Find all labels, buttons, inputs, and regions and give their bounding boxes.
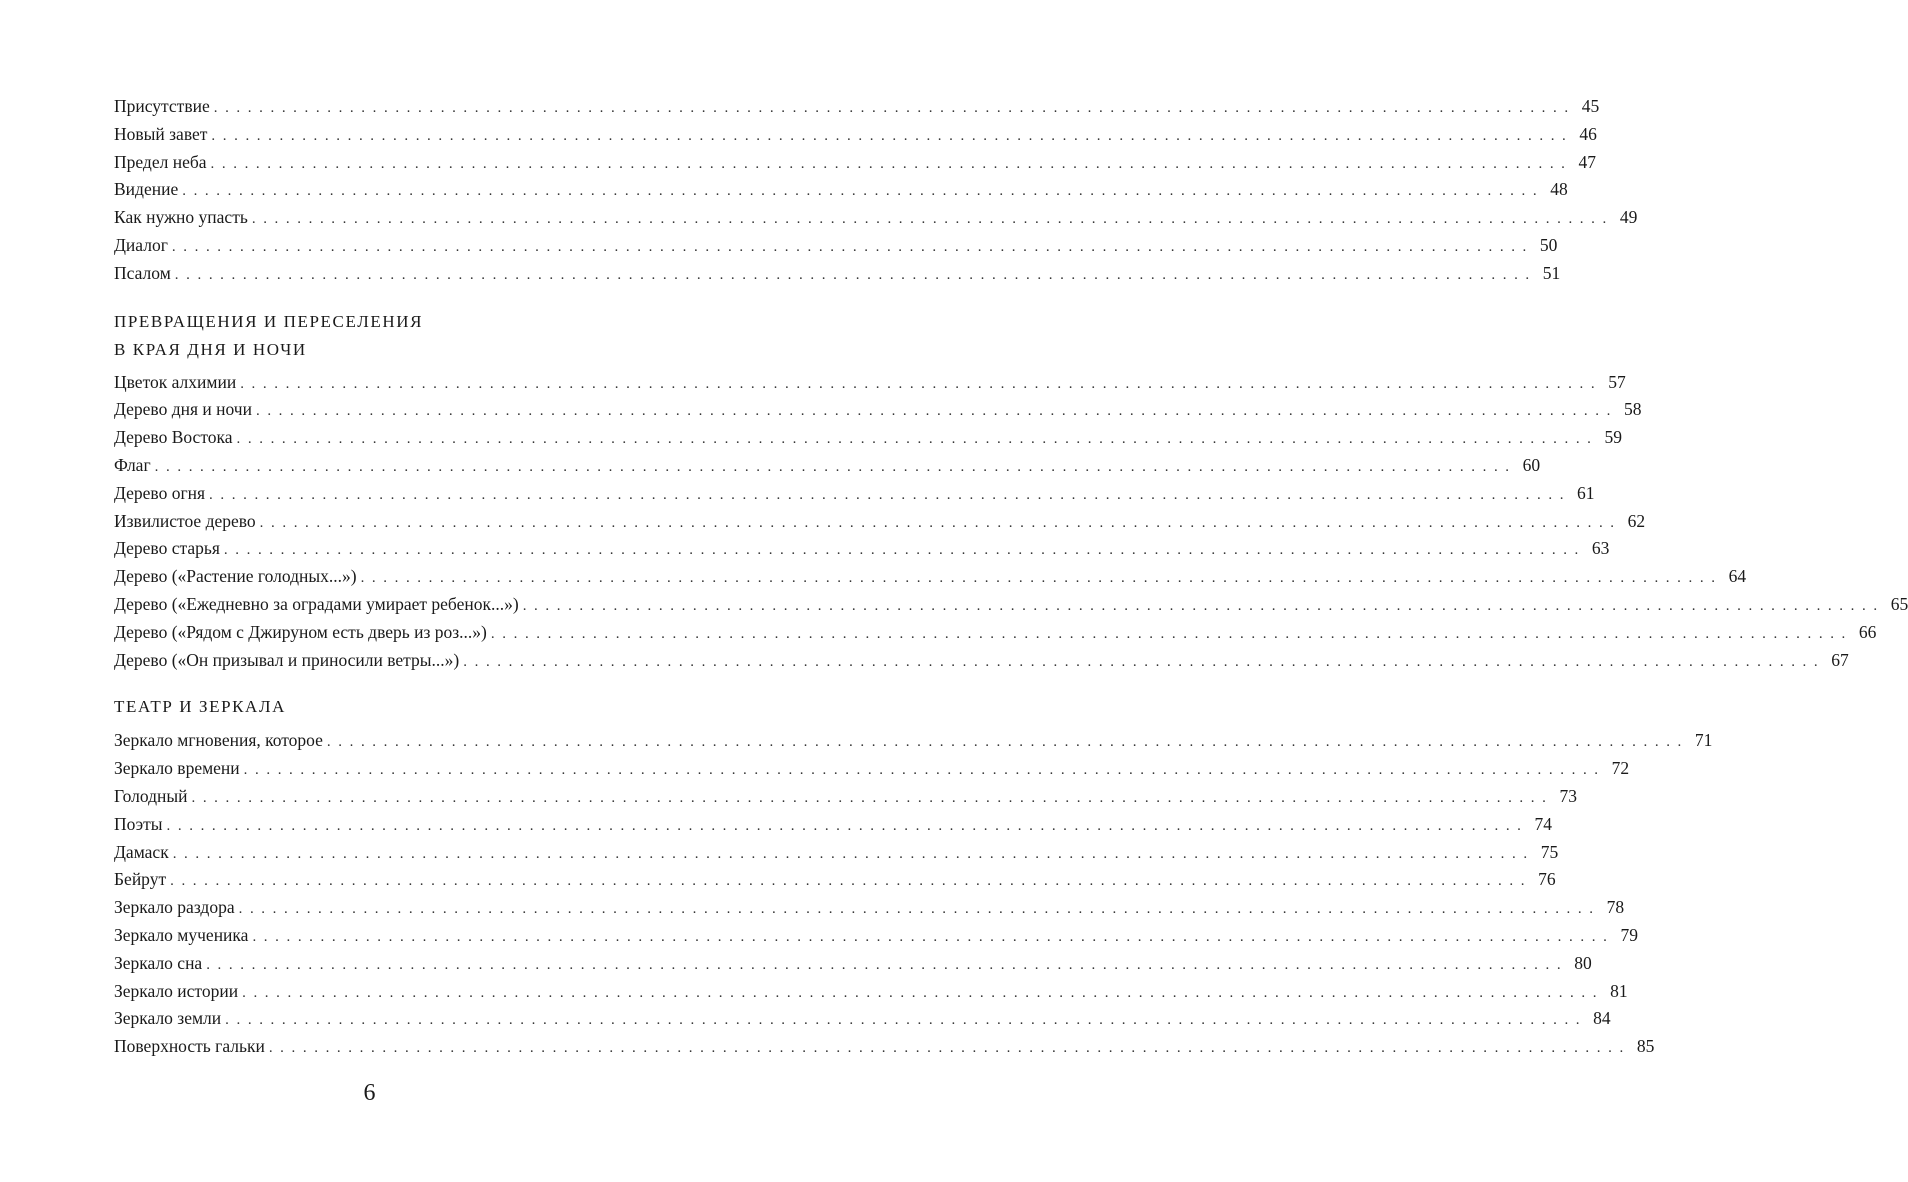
toc-leader-dots: ........................................................................................................................ [206,956,1569,973]
toc-entry-title: Зеркало мгновения, которое [114,730,323,751]
toc-entry-title: Псалом [114,262,171,283]
toc-entry [114,93,1600,121]
section-heading-line: ТЕАТР И ЗЕРКАЛА [114,697,286,717]
toc-entry [114,811,1553,839]
toc-entry [114,369,1626,397]
toc-entry-page: 48 [1550,179,1568,200]
toc-entry-title: Присутствие [114,96,210,116]
toc-entry [114,978,1628,1006]
toc-entry-title: Поэты [114,813,163,834]
toc-leader-dots: ........................................................................................................................ [225,1012,1588,1029]
toc-entry [114,866,1556,894]
toc-entry-title: Диалог [114,234,168,255]
toc-entry-page: 81 [1610,980,1628,1001]
toc-leader-dots: ........................................................................................................................ [174,266,1537,283]
toc-entry-title: Цветок алхимии [114,371,237,392]
page-number: 6 [363,1080,376,1106]
toc-entry-page: 85 [1636,1036,1655,1057]
toc-entry [114,149,1597,177]
toc-entry [114,783,1577,811]
toc-entry [114,232,1558,260]
toc-entry-page: 74 [1534,813,1553,834]
toc-entry-page: 65 [1890,593,1908,614]
toc-entry [114,508,1646,536]
toc-entry [114,591,1908,619]
toc-leader-dots: ........................................................................................................................ [360,570,1723,587]
toc-entry-page: 46 [1579,123,1597,144]
toc-entry-page: 58 [1623,399,1642,420]
toc-entry [114,1033,1655,1061]
toc-entry-title: Предел неба [114,151,207,172]
toc-entry-page: 76 [1538,869,1556,890]
toc-leader-dots: ........................................................................................................................ [251,211,1614,228]
toc-entry-title: Новый завет [114,123,208,144]
toc-entry [114,176,1568,204]
toc-entry-page: 75 [1540,841,1559,862]
toc-leader-dots: ........................................................................................................................ [522,597,1885,614]
toc-entry-title: Дамаск [114,841,169,862]
toc-entry-title: Зеркало сна [114,952,203,973]
toc-entry [114,894,1625,922]
toc-entry-page: 61 [1577,482,1595,503]
toc-entry-page: 84 [1593,1008,1611,1029]
toc-leader-dots: ........................................................................................................................ [191,789,1554,806]
toc-entry-title: Зеркало раздора [114,897,235,918]
toc-entry-title: Дерево Востока [114,427,233,448]
toc-entry-page: 71 [1694,730,1713,751]
toc-entry-title: Зеркало земли [114,1008,222,1029]
toc-entry [114,396,1642,424]
toc-leader-dots: ........................................................................................................................ [490,625,1853,642]
toc-leader-dots: ........................................................................................................................ [211,127,1574,144]
toc-leader-dots: ........................................................................................................................ [172,845,1535,862]
toc-entry-page: 79 [1620,924,1638,945]
toc-leader-dots: ........................................................................................................................ [463,653,1826,670]
toc-entry-title: Поверхность гальки [114,1036,265,1057]
toc-entry-page: 59 [1604,427,1623,448]
toc-entry-page: 57 [1608,371,1626,392]
toc-entry-page: 63 [1591,538,1610,559]
toc-entry [114,260,1561,288]
toc-leader-dots: ........................................................................................................................ [209,486,1572,503]
toc-entry-title: Дерево («Рядом с Джируном есть дверь из роз...») [114,621,487,642]
toc-leader-dots: ........................................................................................................................ [154,458,1517,475]
toc-entry-title: Дерево дня и ночи [114,399,252,420]
toc-entry-title: Дерево старья [114,538,220,559]
toc-leader-dots: ........................................................................................................................ [238,901,1601,918]
toc-entry [114,727,1713,755]
toc-entry [114,1005,1611,1033]
toc-entry-title: Извилистое дерево [114,510,256,531]
toc-entry-title: Зеркало времени [114,758,240,779]
toc-entry-page: 72 [1611,758,1630,779]
section-heading-line: ПРЕВРАЩЕНИЯ И ПЕРЕСЕЛЕНИЯ [114,311,424,331]
toc-entry [114,839,1559,867]
toc-entry-page: 62 [1627,510,1646,531]
toc-leader-dots: ........................................................................................................................ [223,542,1586,559]
toc-entry-page: 45 [1581,96,1600,116]
toc-leader-dots: ........................................................................................................................ [326,734,1689,751]
toc-leader-dots: ........................................................................................................................ [242,984,1605,1001]
toc-entry-page: 73 [1559,785,1577,806]
toc-leader-dots: ........................................................................................................................ [252,928,1615,945]
toc-entry [114,922,1638,950]
toc-entry-page: 80 [1574,952,1592,973]
toc-entry [114,424,1623,452]
toc-entry [114,480,1595,508]
toc-entry-title: Голодный [114,785,188,806]
toc-entry [114,950,1592,978]
toc-leader-dots: ........................................................................................................................ [255,403,1618,420]
toc-entry-page: 60 [1522,454,1541,475]
toc-list-theatre-mirrors [114,727,1713,1061]
toc-entry-title: Зеркало истории [114,980,239,1001]
toc-leader-dots: ........................................................................................................................ [240,375,1603,392]
toc-entry-page: 66 [1858,621,1877,642]
toc-list-intro [114,93,1638,288]
toc-entry-page: 49 [1619,207,1638,228]
toc-entry-title: Зеркало мученика [114,924,249,945]
toc-entry-title: Дерево («Он призывал и приносили ветры...») [114,649,460,670]
toc-leader-dots: ........................................................................................................................ [243,762,1606,779]
section-heading-line: В КРАЯ ДНЯ И НОЧИ [114,339,307,359]
toc-leader-dots: ........................................................................................................................ [166,817,1529,834]
toc-entry [114,755,1630,783]
table-of-contents [114,93,1908,1061]
toc-entry-page: 50 [1539,234,1558,255]
toc-entry [114,121,1597,149]
toc-entry-title: Видение [114,179,179,200]
toc-entry [114,452,1541,480]
toc-entry-title: Дерево огня [114,482,206,503]
section-heading-transformations [114,308,651,364]
toc-entry-page: 51 [1542,262,1561,283]
toc-entry-page: 78 [1606,897,1625,918]
toc-entry-title: Дерево («Ежедневно за оградами умирает ребенок...») [114,593,519,614]
toc-entry-page: 64 [1728,566,1747,587]
toc-leader-dots: ........................................................................................................................ [213,100,1576,116]
toc-entry-title: Как нужно упасть [114,207,248,228]
toc-entry [114,563,1747,591]
toc-leader-dots: ........................................................................................................................ [170,873,1533,890]
toc-entry-page: 47 [1578,151,1597,172]
toc-list-transformations [114,369,1908,675]
toc-leader-dots: ........................................................................................................................ [259,514,1622,531]
toc-leader-dots: ........................................................................................................................ [236,431,1599,448]
toc-entry-title: Дерево («Растение голодных...») [114,566,357,587]
section-heading-theatre-mirrors [114,693,651,721]
toc-leader-dots: ........................................................................................................................ [210,155,1573,172]
toc-entry [114,535,1610,563]
toc-leader-dots: ........................................................................................................................ [171,238,1534,255]
toc-entry-page: 67 [1831,649,1849,670]
toc-leader-dots: ........................................................................................................................ [182,183,1545,200]
toc-entry [114,204,1638,232]
toc-entry-title: Флаг [114,454,151,475]
toc-leader-dots: ........................................................................................................................ [268,1040,1631,1057]
toc-entry [114,647,1849,675]
toc-entry [114,619,1877,647]
toc-entry-title: Бейрут [114,869,167,890]
